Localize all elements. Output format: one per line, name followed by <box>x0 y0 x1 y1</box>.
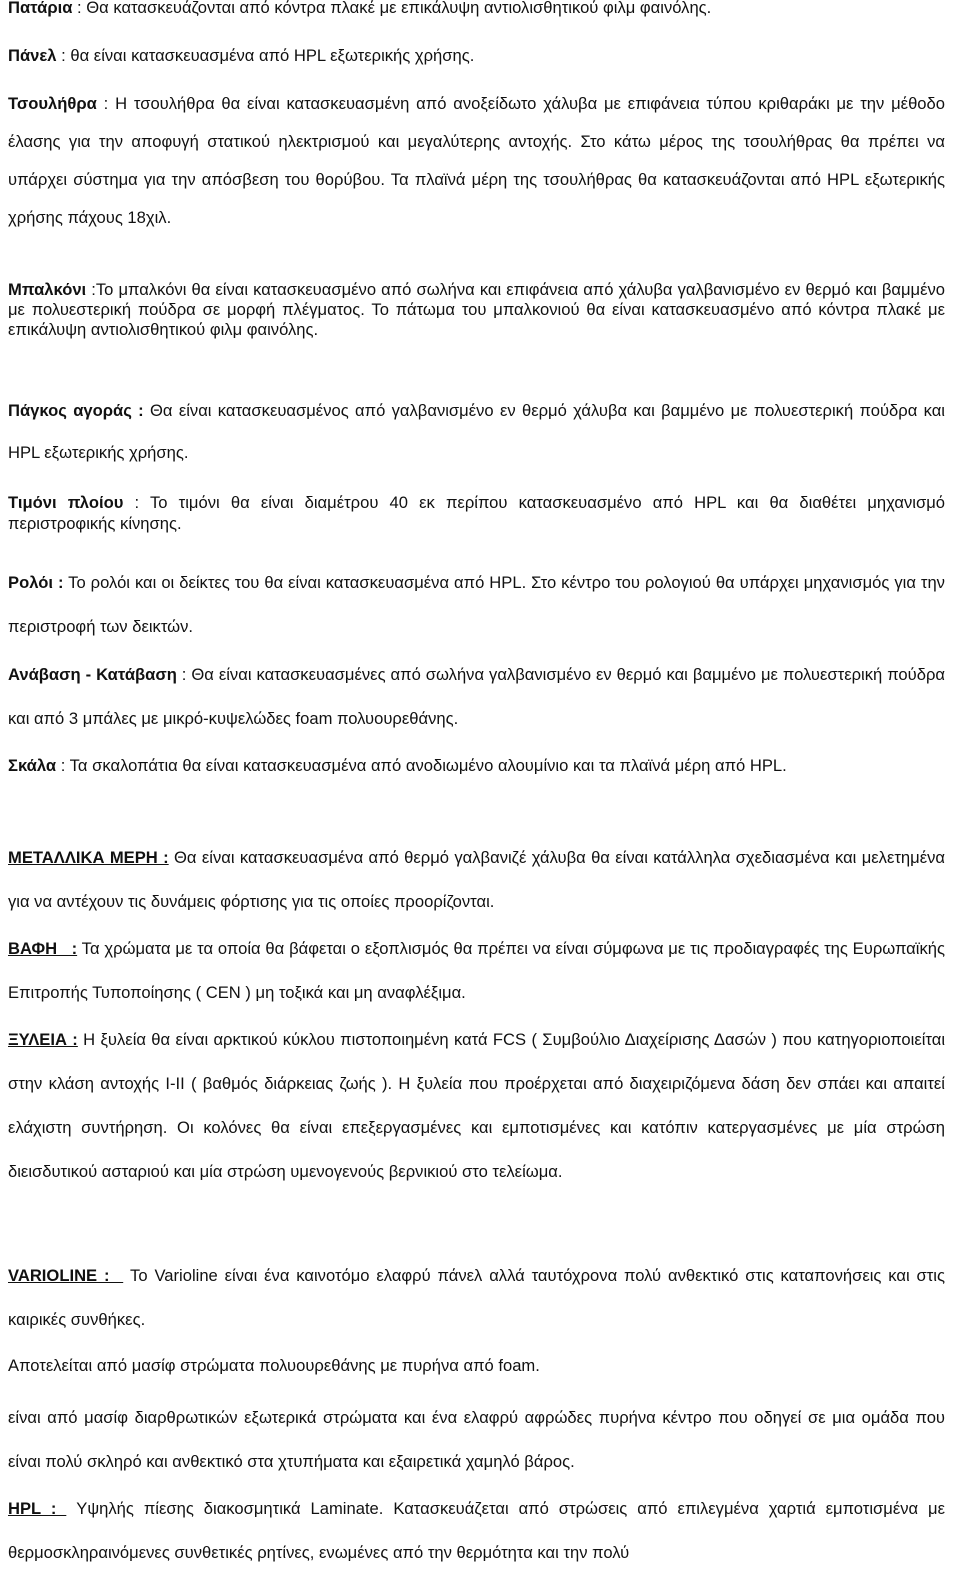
paragraph-text: : Η τσουλήθρα θα είναι κατασκευασμένη από ανοξείδωτο χάλυβα με επιφάνεια τύπου κριθαράκι με την μέθοδο έλασης για την αποφυγή στατικού ηλεκτρισμού και μεγαλύτερης αντοχής. Στο κάτω μέρος της τσουλήθρας θα πρέπει να υπάρχει σύστημα για την απόσβεση του θορύβου. Τα πλαϊνά μέρη της τσουλήθρας θα κατασκευάζονται από HPL εξωτερικής χρήσης πάχους 18χιλ. <box>8 94 945 227</box>
paragraph-text: : Τα σκαλοπάτια θα είναι κατασκευασμένα από ανοδιωμένο αλουμίνιο και τα πλαϊνά μέρη από HPL. <box>56 756 787 775</box>
paragraph-ship-wheel <box>8 492 945 534</box>
paragraph-panel <box>8 46 945 65</box>
paragraph-varioline-core <box>8 1396 945 1484</box>
paragraph-text: Θα είναι κατασκευασμένα από θερμό γαλβανιζέ χάλυβα θα είναι κατάλληλα σχεδιασμένα και μελετημένα για να αντέχουν τις δυνάμεις φόρτισης για τις οποίες προορίζονται. <box>8 848 945 911</box>
paragraph-varioline <box>8 1254 945 1342</box>
term-label: VARIOLINE : <box>8 1266 124 1285</box>
paragraph-timber <box>8 1018 945 1194</box>
term-label: Τιμόνι πλοίου <box>8 493 124 512</box>
term-label: Σκάλα <box>8 756 57 775</box>
paragraph-pataria <box>8 0 945 17</box>
paragraph-text: Υψηλής πίεσης διακοσμητικά Laminate. Κατασκευάζεται από στρώσεις από επιλεγμένα χαρτιά εμποτισμένα με θερμοσκληραινόμενες συνθετικές ρητίνες, ενωμένες από την θερμότητα και την πολύ <box>8 1499 946 1562</box>
term-label: Πάγκος αγοράς : <box>8 401 144 420</box>
paragraph-text: Αποτελείται από μασίφ στρώματα πολυουρεθάνης με πυρήνα από foam. <box>8 1356 540 1375</box>
paragraph-text: Τα χρώματα με τα οποία θα βάφεται ο εξοπλισμός θα πρέπει να είναι σύμφωνα με τις προδιαγραφές της Ευρωπαϊκής Επιτροπής Τυποποίησης ( CEN ) μη τοξικά και μη αναφλέξιμα. <box>8 939 945 1002</box>
paragraph-market-bench <box>8 390 945 474</box>
paragraph-clock <box>8 561 945 649</box>
term-label: Πάνελ <box>8 46 57 65</box>
term-label: ΜΕΤΑΛΛΙΚΑ ΜΕΡΗ : <box>8 848 169 867</box>
paragraph-varioline-layers <box>8 1356 945 1375</box>
paragraph-text: Το ρολόι και οι δείκτες του θα είναι κατασκευασμένα από HPL. Στο κέντρο του ρολογιού θα υπάρχει μηχανισμός για την περιστροφή των δεικτών. <box>8 573 945 636</box>
paragraph-balcony <box>8 280 945 340</box>
term-label: ΞΥΛΕΙΑ : <box>8 1030 78 1049</box>
paragraph-text: : Θα είναι κατασκευασμένες από σωλήνα γαλβανισμένο εν θερμό και βαμμένο με πολυεστερική πούδρα και από 3 μπάλες με μικρό-κυψελώδες foam πολυουρεθάνης. <box>8 665 945 728</box>
paragraph-ladder <box>8 744 945 788</box>
paragraph-text: Το Varioline είναι ένα καινοτόμο ελαφρύ πάνελ αλλά ταυτόχρονα πολύ ανθεκτικό στις καταπονήσεις και στις καιρικές συνθήκες. <box>8 1266 945 1329</box>
paragraph-hpl <box>8 1487 945 1575</box>
paragraph-paint <box>8 927 945 1015</box>
term-label: Ανάβαση - Κατάβαση <box>8 665 177 684</box>
paragraph-text: είναι από μασίφ διαρθρωτικών εξωτερικά στρώματα και ένα ελαφρύ αφρώδες πυρήνα κέντρο που οδηγεί σε μια ομάδα που είναι πολύ σκληρό και ανθεκτικό στα χτυπήματα και εξαιρετικά χαμηλό βάρος. <box>8 1408 945 1471</box>
paragraph-text: : Θα κατασκευάζονται από κόντρα πλακέ με επικάλυψη αντιολισθητικού φιλμ φαινόλης. <box>72 0 712 17</box>
paragraph-text: :Το μπαλκόνι θα είναι κατασκευασμένο από σωλήνα και επιφάνεια από χάλυβα γαλβανισμένο εν θερμό και βαμμένο με πολυεστερική πούδρα σε μορφή πλέγματος. Το πάτωμα του μπαλκονιού θα είναι κατασκευασμένο από κόντρα πλακέ με επικάλυψη αντιολισθητικού φιλμ φαινόλης. <box>8 280 945 339</box>
paragraph-climb <box>8 653 945 741</box>
term-label: Ρολόι : <box>8 573 64 592</box>
term-label: HPL : <box>8 1499 67 1518</box>
paragraph-text: Θα είναι κατασκευασμένος από γαλβανισμένο εν θερμό χάλυβα και βαμμένο με πολυεστερική πούδρα και HPL εξωτερικής χρήσης. <box>8 401 945 462</box>
paragraph-text: Η ξυλεία θα είναι αρκτικού κύκλου πιστοποιημένη κατά FCS ( Συμβούλιο Διαχείρισης Δασών ) που κατηγοριοποιείται στην κλάση αντοχής I-II ( βαθμός διάρκειας ζωής ). Η ξυλεία που προέρχεται από διαχειριζόμενα δάση δεν σπάει και απαιτεί ελάχιστη συντήρηση. Οι κολόνες θα είναι επεξεργασμένες και εμποτισμένες και κατόπιν κατεργασμένες με μία στρώση διεισδυτικού ασταριού και μία στρώση υμενογενούς βερνικιού στο τελείωμα. <box>8 1030 946 1181</box>
term-label: Τσουλήθρα <box>8 94 97 113</box>
paragraph-metal-parts <box>8 836 945 924</box>
paragraph-slide <box>8 85 945 237</box>
term-label: Μπαλκόνι <box>8 280 87 299</box>
term-label: ΒΑΦΗ : <box>8 939 78 958</box>
paragraph-text: : θα είναι κατασκευασμένα από HPL εξωτερικής χρήσης. <box>56 46 475 65</box>
paragraph-text: : Το τιμόνι θα είναι διαμέτρου 40 εκ περίπου κατασκευασμένο από HPL και θα διαθέτει μηχανισμό περιστροφικής κίνησης. <box>8 493 946 533</box>
term-label: Πατάρια <box>8 0 73 17</box>
